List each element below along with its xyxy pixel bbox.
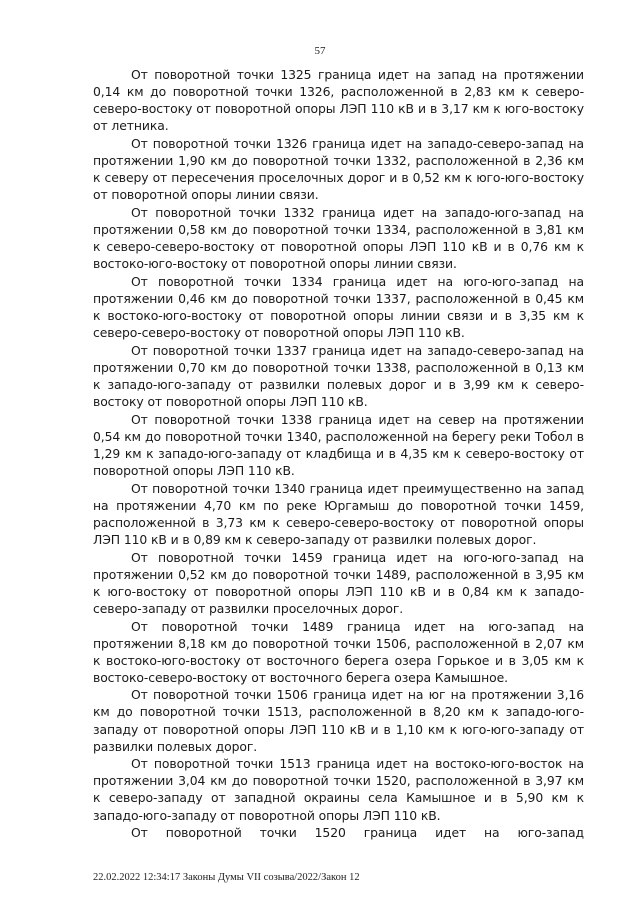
- document-footer: 22.02.2022 12:34:17 Законы Думы VII созыва/2022/Закон 12: [93, 872, 360, 883]
- paragraph: От поворотной точки 1489 граница идет на юго-запад на протяжении 8,18 км до поворотной точки 1506, расположенной в 2,07 км к востоко-юго-востоку от восточного берега озера Горькое и в 3,05 км к востоко-северо-востоку от восточного берега озера Камышное.: [93, 618, 584, 685]
- paragraph: От поворотной точки 1506 граница идет на юг на протяжении 3,16 км до поворотной точки 1513, расположенной в 8,20 км к западо-юго-западу от поворотной опоры ЛЭП 110 кВ и в 1,10 км к юго-юго-западу от развилки полевых дорог.: [93, 687, 584, 754]
- paragraph: От поворотной точки 1520 граница идет на юго-запад: [131, 825, 584, 841]
- page-number: 57: [314, 45, 326, 57]
- paragraph: От поворотной точки 1325 граница идет на запад на протяжении 0,14 км до поворотной точки 1326, расположенной в 2,83 км к северо-северо-востоку от поворотной опоры ЛЭП 110 кВ и в 3,17 км к юго-востоку от летника.: [93, 67, 584, 134]
- paragraph: От поворотной точки 1340 граница идет преимущественно на запад на протяжении 4,70 км по реке Юргамыш до поворотной точки 1459, расположенной в 3,73 км к северо-северо-востоку от поворотной опоры ЛЭП 110 кВ и в 0,89 км к северо-западу от развилки полевых дорог.: [93, 480, 584, 547]
- paragraph: От поворотной точки 1338 граница идет на север на протяжении 0,54 км до поворотной точки 1340, расположенной на берегу реки Тобол в 1,29 км к западо-юго-западу от кладбища и в 4,35 км к северо-востоку от поворотной опоры ЛЭП 110 кВ.: [93, 411, 584, 478]
- document-body: [93, 66, 584, 842]
- paragraph: От поворотной точки 1326 граница идет на западо-северо-запад на протяжении 1,90 км до поворотной точки 1332, расположенной в 2,36 км к северу от пересечения проселочных дорог и в 0,52 км к юго-юго-востоку от поворотной опоры линии связи.: [93, 135, 584, 203]
- paragraph: От поворотной точки 1334 граница идет на юго-юго-запад на протяжении 0,46 км до поворотной точки 1337, расположенной в 0,45 км к востоко-юго-востоку от поворотной опоры линии связи и в 3,35 км к северо-северо-востоку от поворотной опоры ЛЭП 110 кВ.: [93, 273, 584, 340]
- paragraph: От поворотной точки 1459 граница идет на юго-юго-запад на протяжении 0,52 км до поворотной точки 1489, расположенной в 3,95 км к юго-востоку от поворотной опоры ЛЭП 110 кВ и в 0,84 км к западо-северо-западу от развилки проселочных дорог.: [93, 549, 584, 616]
- paragraph: От поворотной точки 1332 граница идет на западо-юго-запад на протяжении 0,58 км до поворотной точки 1334, расположенной в 3,81 км к северо-северо-востоку от поворотной опоры ЛЭП 110 кВ и в 0,76 км к востоко-юго-востоку от поворотной опоры линии связи.: [93, 204, 584, 272]
- paragraph: От поворотной точки 1513 граница идет на востоко-юго-восток на протяжении 3,04 км до поворотной точки 1520, расположенной в 3,97 км к северо-западу от западной окраины села Камышное и в 5,90 км к западо-юго-западу от поворотной опоры ЛЭП 110 кВ.: [93, 756, 584, 823]
- paragraph: От поворотной точки 1337 граница идет на западо-северо-запад на протяжении 0,70 км до поворотной точки 1338, расположенной в 0,13 км к западо-юго-западу от развилки полевых дорог и в 3,99 км к северо-востоку от поворотной опоры ЛЭП 110 кВ.: [93, 342, 584, 409]
